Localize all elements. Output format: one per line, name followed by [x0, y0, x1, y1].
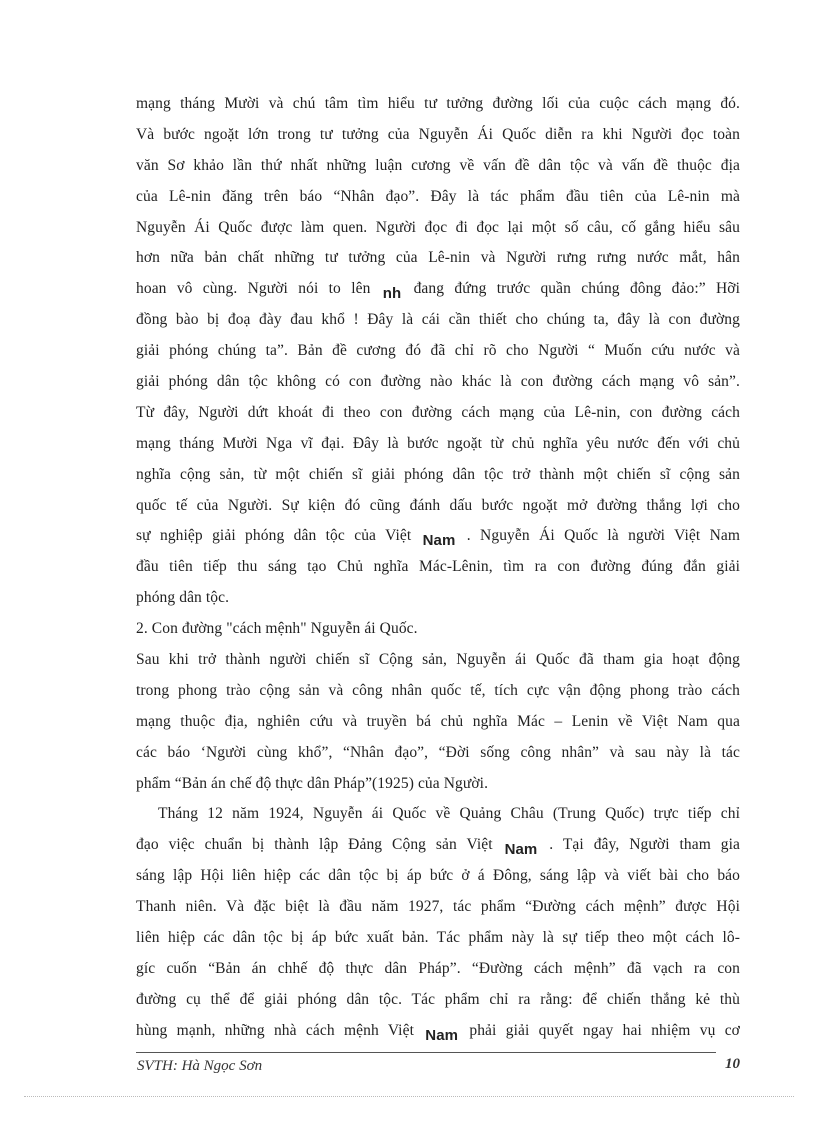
- text-line: [136, 274, 740, 305]
- text-line: [136, 830, 740, 861]
- text-segment: phẩm “Bản án chế độ thực dân Pháp”(1925) của Người.: [136, 774, 489, 792]
- footer-divider: [136, 1052, 716, 1053]
- text-line: [136, 367, 740, 398]
- text-segment: . Tại đây, Người tham gia: [549, 836, 741, 854]
- text-segment: Và bước ngoặt lớn trong tư tưởng của Nguyễn Ái Quốc diễn ra khi Người đọc toàn: [136, 125, 740, 143]
- text-line: [136, 491, 740, 522]
- text-segment: của Lê-nin đăng trên báo “Nhân đạo”. Đây là tác phẩm đầu tiên của Lê-nin mà: [136, 187, 740, 205]
- text-line: [136, 861, 740, 892]
- text-segment: liên hiệp các dân tộc bị áp bức xuất bản. Tác phẩm này là sự tiếp theo một cách lô-: [136, 929, 740, 947]
- text-segment: giải phóng chúng ta”. Bản đề cương đó đã chỉ rõ cho Người “ Muốn cứu nước và: [136, 342, 740, 360]
- text-segment: Nguyễn Ái Quốc được làm quen. Người đọc đi đọc lại một số câu, cố gắng hiểu sâu: [136, 218, 740, 236]
- text-segment: Từ đây, Người dứt khoát đi theo con đường cách mạng của Lê-nin, con đường cách: [136, 403, 740, 421]
- text-line: [136, 305, 740, 336]
- text-line: [136, 460, 740, 491]
- text-segment: đường cụ thể để giải phóng dân tộc. Tác phẩm chỉ ra rằng: để chiến thắng kẻ thù: [136, 990, 740, 1008]
- text-segment: phóng dân tộc.: [136, 589, 230, 607]
- text-line: [136, 614, 740, 645]
- text-line: [136, 182, 740, 213]
- text-segment: trong phong trào cộng sản và công nhân quốc tế, tích cực vận động phong trào cách: [136, 681, 740, 699]
- text-segment: hoan vô cùng. Người nói to lên: [136, 280, 371, 298]
- text-line: [136, 954, 740, 985]
- text-line: [136, 243, 740, 274]
- text-line: [136, 151, 740, 182]
- text-segment: giải phóng dân tộc không có con đường nào khác là con đường cách mạng vô sản”.: [136, 373, 740, 391]
- text-segment: văn Sơ khảo lần thứ nhất những luận cương về vấn đề dân tộc và vấn đề thuộc địa: [136, 156, 740, 174]
- text-segment: sự nghiệp giải phóng dân tộc của Việt: [136, 527, 412, 545]
- text-segment: các báo ‘Người cùng khổ”, “Nhân đạo”, “Đời sống công nhân” và sau này là tác: [136, 743, 740, 761]
- text-segment: phải giải quyết ngay hai nhiệm vụ cơ: [469, 1021, 740, 1039]
- text-segment: mạng thuộc địa, nghiên cứu và truyền bá chủ nghĩa Mác – Lenin về Việt Nam qua: [136, 712, 740, 730]
- text-line: [136, 676, 740, 707]
- text-segment: đầu tiên tiếp thu sáng tạo Chủ nghĩa Mác-Lênin, tìm ra con đường đúng đắn giải: [136, 558, 740, 576]
- text-segment: . Nguyễn Ái Quốc là người Việt Nam: [466, 527, 740, 545]
- text-line: [136, 583, 740, 614]
- text-line: [136, 213, 740, 244]
- inserted-word: Nam: [425, 1026, 459, 1044]
- inserted-word: nh: [382, 285, 402, 303]
- text-line: [136, 336, 740, 367]
- text-line: [136, 1016, 740, 1047]
- text-line: [136, 552, 740, 583]
- text-line: [136, 398, 740, 429]
- text-segment: quốc tế của Người. Sự kiện đó cũng đánh dấu bước ngoặt mở đường thắng lợi cho: [136, 496, 740, 514]
- footer-author: SVTH: Hà Ngọc Sơn: [137, 1058, 263, 1074]
- text-line: [136, 923, 740, 954]
- text-segment: sáng lập Hội liên hiệp các dân tộc bị áp bức ở á Đông, sáng lập và viết bài cho báo: [136, 867, 740, 885]
- body-text: [136, 89, 740, 1047]
- text-line: [136, 892, 740, 923]
- text-segment: Tháng 12 năm 1924, Nguyễn ái Quốc về Quảng Châu (Trung Quốc) trực tiếp chỉ: [158, 805, 740, 823]
- inserted-word: Nam: [422, 532, 456, 550]
- text-segment: đồng bào bị đoạ đày đau khổ ! Đây là cái cần thiết cho chúng ta, đây là con đường: [136, 311, 740, 329]
- text-line: [136, 645, 740, 676]
- text-segment: đang đứng trước quần chúng đông đảo:” Hỡi: [413, 280, 740, 298]
- page-bottom-edge: [24, 1096, 794, 1097]
- page-number: 10: [725, 1056, 740, 1072]
- text-segment: 2. Con đường "cách mệnh" Nguyễn ái Quốc.: [136, 620, 418, 638]
- text-line: [136, 89, 740, 120]
- inserted-word: Nam: [504, 841, 538, 859]
- text-segment: hùng mạnh, những nhà cách mệnh Việt: [136, 1021, 414, 1039]
- text-line: [136, 985, 740, 1016]
- text-line: [136, 521, 740, 552]
- text-segment: đạo việc chuẩn bị thành lập Đảng Cộng sản Việt: [136, 836, 493, 854]
- text-line: [136, 769, 740, 800]
- text-line: [136, 707, 740, 738]
- text-segment: mạng tháng Mười và chú tâm tìm hiểu tư tưởng đường lối của cuộc cách mạng đó.: [136, 95, 740, 112]
- text-segment: Sau khi trở thành người chiến sĩ Cộng sản, Nguyễn ái Quốc đã tham gia hoạt động: [136, 651, 740, 669]
- text-line: [136, 120, 740, 151]
- text-segment: hơn nữa bản chất những tư tưởng của Lê-nin và Người rưng rưng nước mắt, hân: [136, 249, 740, 267]
- text-segment: mạng tháng Mười Nga vĩ đại. Đây là bước ngoặt từ chủ nghĩa yêu nước đến với chủ: [136, 434, 740, 452]
- text-segment: gíc cuốn “Bản án chhế độ thực dân Pháp”. “Đường cách mệnh” đã vạch ra con: [136, 959, 740, 977]
- text-segment: Thanh niên. Và đặc biệt là đầu năm 1927, tác phẩm “Đường cách mệnh” được Hội: [136, 898, 740, 916]
- text-line: [136, 799, 740, 830]
- text-segment: nghĩa cộng sản, từ một chiến sĩ giải phóng dân tộc trở thành một chiến sĩ cộng sản: [136, 465, 740, 483]
- text-line: [136, 738, 740, 769]
- text-line: [136, 429, 740, 460]
